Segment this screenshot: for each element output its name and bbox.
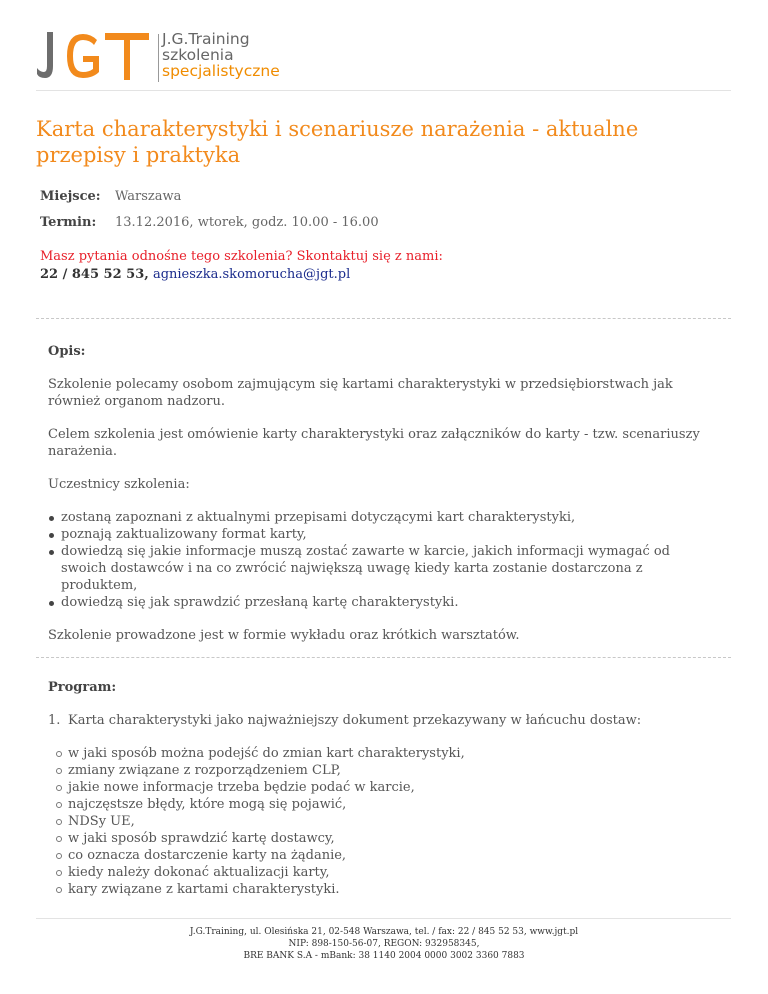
program-subitems	[49, 745, 718, 898]
program-section	[48, 679, 718, 898]
jgt-logo-icon	[37, 28, 149, 84]
contact-question: Masz pytania odnośne tego szkolenia? Skontaktuj się z nami:	[40, 249, 443, 264]
program-heading: Program:	[48, 680, 117, 695]
section-divider	[36, 318, 731, 319]
place-label: Miejsce:	[40, 189, 101, 204]
participants-list	[48, 509, 718, 611]
list-item: kary związane z kartami charakterystyki.	[49, 881, 718, 898]
footer-tax-ids: NIP: 898-150-56-07, REGON: 932958345,	[288, 939, 480, 949]
description-paragraph: Szkolenie polecamy osobom zajmującym się kartami charakterystyki w przedsiębiorstwach jak również organom nadzoru.	[48, 377, 673, 409]
brand-tagline-1: szkolenia	[162, 46, 234, 64]
date-value: 13.12.2016, wtorek, godz. 10.00 - 16.00	[115, 215, 379, 230]
list-item: poznają zaktualizowany format karty,	[48, 526, 718, 543]
place-row	[40, 184, 379, 210]
contact-phone[interactable]: 22 / 845 52 53,	[40, 267, 149, 282]
list-item: kiedy należy dokonać aktualizacji karty,	[49, 864, 718, 881]
brand-tagline-2: specjalistyczne	[162, 62, 280, 80]
place-value: Warszawa	[115, 189, 182, 204]
footer-bank: BRE BANK S.A - mBank: 38 1140 2004 0000 3002 3360 7883	[243, 951, 525, 961]
section-divider	[36, 657, 731, 658]
description-paragraph: Celem szkolenia jest omówienie karty charakterystyki oraz załączników do karty - tzw. scenariuszy narażenia.	[48, 427, 700, 459]
page-title: Karta charakterystyki i scenariusze narażenia - aktualne przepisy i praktyka	[36, 117, 639, 167]
list-item: zostaną zapoznani z aktualnymi przepisami dotyczącymi kart charakterystyki,	[48, 509, 718, 526]
list-item: w jaki sposób można podejść do zmian kart charakterystyki,	[49, 745, 718, 762]
contact-email-link[interactable]: agnieszka.skomorucha@jgt.pl	[152, 267, 351, 282]
description-heading: Opis:	[48, 344, 86, 359]
description-section	[48, 343, 718, 644]
list-item: dowiedzą się jakie informacje muszą zostać zawarte w karcie, jakich informacji wymagać od swoich dostawców i na co zwrócić największą uwagę kiedy karta zostanie dostarczona z produktem,	[48, 543, 718, 594]
footer-address: J.G.Training, ul. Olesińska 21, 02-548 Warszawa, tel. / fax: 22 / 845 52 53, www.jgt.pl	[189, 927, 579, 937]
date-label: Termin:	[40, 215, 97, 230]
list-item: najczęstsze błędy, które mogą się pojawić,	[49, 796, 718, 813]
event-details	[40, 184, 379, 236]
description-paragraph: Szkolenie prowadzone jest w formie wykładu oraz krótkich warsztatów.	[48, 628, 520, 643]
footer	[0, 926, 768, 962]
list-item: zmiany związane z rozporządzeniem CLP,	[49, 762, 718, 779]
list-item: co oznacza dostarczenie karty na żądanie,	[49, 847, 718, 864]
program-item-number: 1.	[48, 713, 61, 728]
brand-text	[162, 31, 280, 79]
logo-separator	[158, 34, 159, 82]
program-item	[48, 712, 718, 729]
list-item: jakie nowe informacje trzeba będzie podać w karcie,	[49, 779, 718, 796]
list-item: NDSy UE,	[49, 813, 718, 830]
date-row	[40, 210, 379, 236]
list-item: dowiedzą się jak sprawdzić przesłaną kartę charakterystyki.	[48, 594, 718, 611]
program-item-text: Karta charakterystyki jako najważniejszy dokument przekazywany w łańcuchu dostaw:	[68, 713, 642, 728]
footer-divider	[36, 918, 731, 919]
contact-block	[40, 248, 443, 284]
list-item: w jaki sposób sprawdzić kartę dostawcy,	[49, 830, 718, 847]
header-divider	[36, 90, 731, 91]
participants-intro: Uczestnicy szkolenia:	[48, 477, 190, 492]
brand-name: J.G.Training	[162, 30, 250, 48]
